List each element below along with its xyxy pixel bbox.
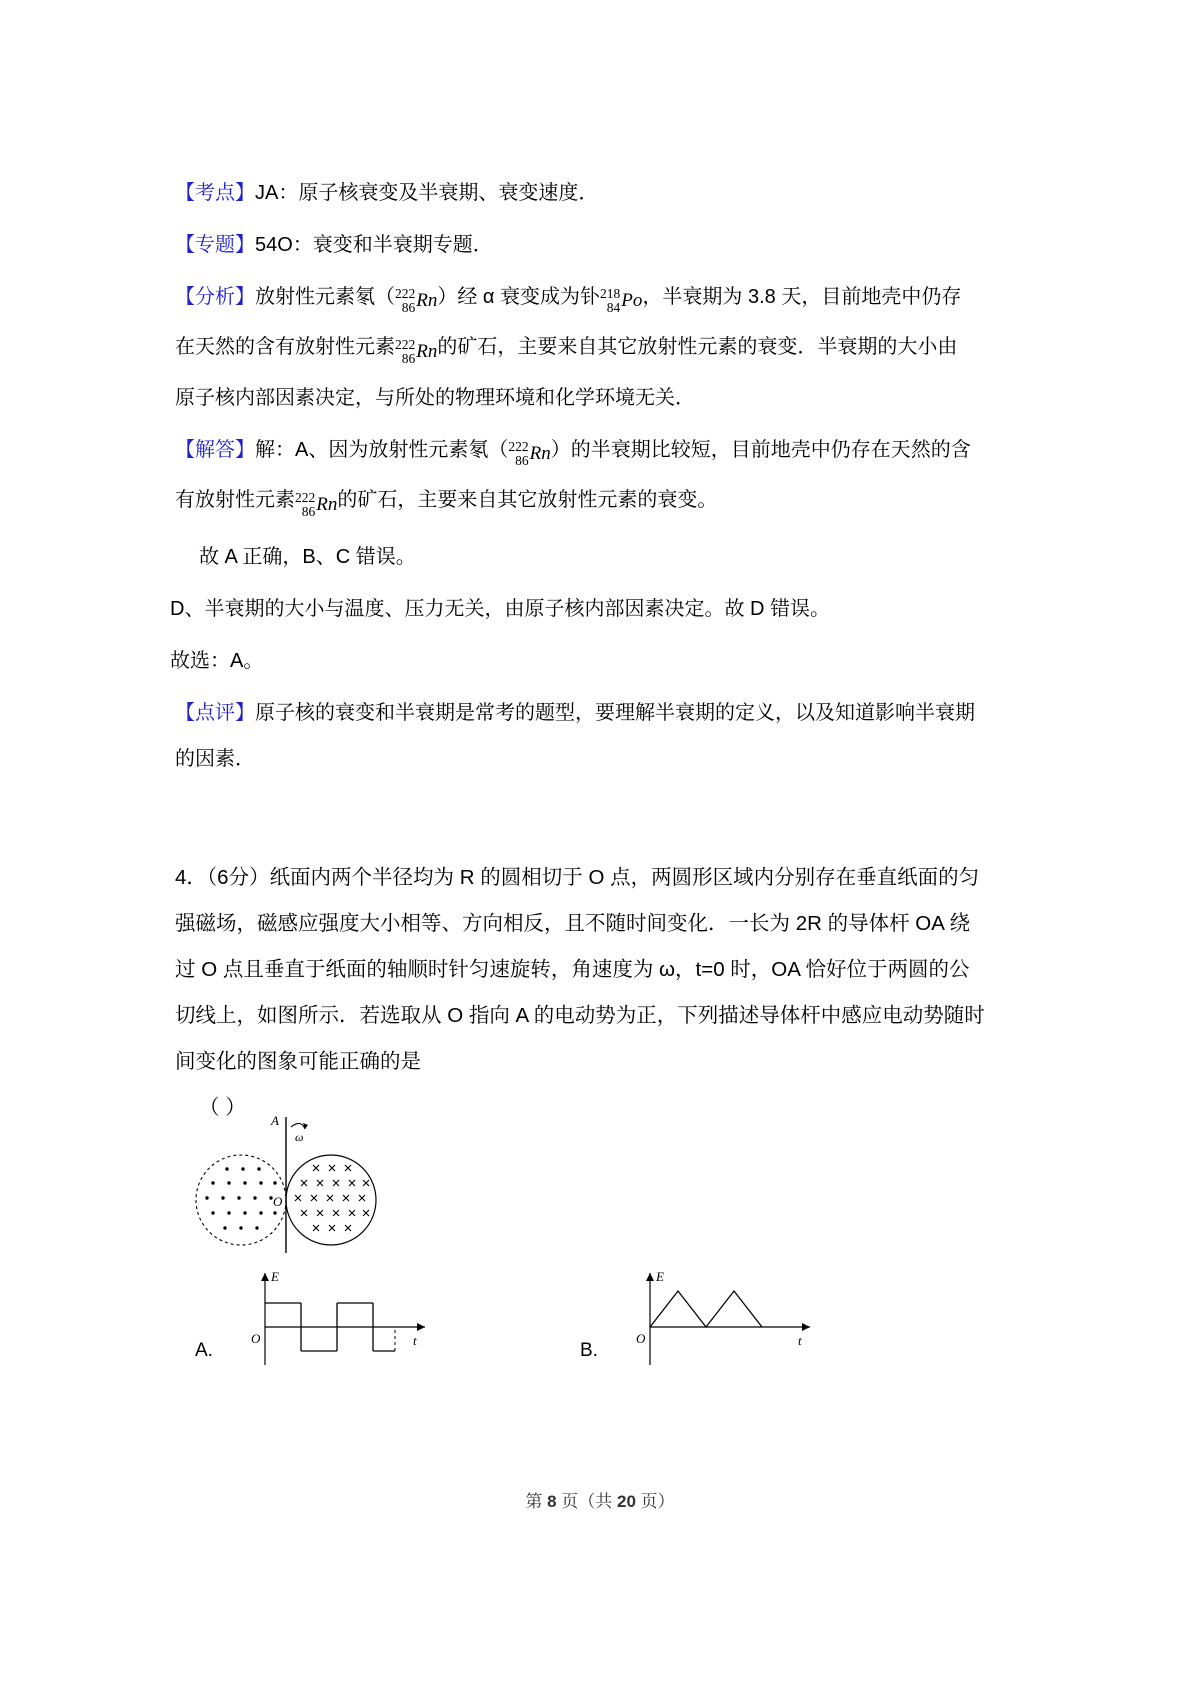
question-4-text: 纸面内两个半径均为 R 的圆相切于 O 点，两圆形区域内分别存在垂直纸面的匀强磁场，磁感应强度大小相等、方向相反，且不随时间变化．一长为 2R 的导体杆 OA 绕过 O 点且垂直于纸面的轴顺时针匀速旋转，角速度为 ω，t=0 时，OA 恰好位于两圆的公切线上，如图所示．若选取从 O 指向 A 的电动势为正，下列描述导体杆中感应电动势随时间变化的图象可能正确的是 — [175, 866, 985, 1073]
field-in-crosses — [295, 1165, 369, 1231]
footer-prefix: 第 — [525, 1492, 543, 1511]
option-a-y-arrow — [261, 1273, 269, 1281]
po-atomic: 84 — [606, 300, 621, 316]
fenxi-text-2: ）经 α 衰变成为钋 — [437, 286, 601, 308]
option-b-t-label: t — [798, 1333, 802, 1348]
fenxi-text-1: 放射性元素氡（ — [255, 286, 395, 308]
jieda-line-d — [170, 586, 975, 632]
nuclide-polonium — [600, 278, 642, 325]
field-out-dots — [205, 1167, 276, 1229]
footer-middle: 页（共 — [561, 1492, 613, 1511]
nuclide-radon-1 — [395, 278, 437, 325]
kaodian-line — [175, 170, 975, 216]
option-b-curve — [650, 1291, 762, 1327]
kaodian-tag: 【考点】 — [175, 182, 255, 204]
po-mass: 218 — [600, 286, 621, 302]
figure-area — [175, 1105, 985, 1395]
rn-atomic-3: 86 — [515, 453, 529, 469]
dianping-tag: 【点评】 — [175, 701, 255, 724]
zhuanti-line — [175, 222, 975, 268]
footer-total-pages: 20 — [617, 1492, 636, 1511]
zhuanti-tag: 【专题】 — [175, 234, 255, 256]
question-4-score: （6分） — [206, 866, 270, 889]
jieda-d-text: D、半衰期的大小与温度、压力无关，由原子核内部因素决定。故 D 错误。 — [170, 597, 830, 620]
jieda-line-choose — [170, 638, 975, 684]
rn-symbol-2: Rn — [416, 340, 438, 362]
rn-mass-4: 222 — [295, 489, 316, 505]
question-4-line — [175, 855, 985, 1085]
jieda-text-2: ）的半衰期比较短，目前地壳中仍存在天然的含有放射性元素 — [175, 438, 971, 512]
option-a-label: A. — [195, 1340, 213, 1361]
magnetic-field-diagram — [175, 1105, 435, 1265]
question-4 — [175, 855, 985, 1131]
jieda-paragraph — [175, 427, 975, 528]
option-a-graph — [235, 1265, 450, 1385]
rod-end-label-a: A — [271, 1113, 279, 1128]
rn-symbol-3: Rn — [529, 443, 551, 465]
jieda-a-text: 故 A 正确，B、C 错误。 — [199, 545, 416, 568]
nuclide-radon-4 — [295, 481, 337, 528]
footer-page-number: 8 — [547, 1492, 557, 1511]
option-b-y-arrow — [646, 1273, 654, 1281]
option-b-label: B. — [580, 1340, 598, 1361]
option-a-t-label: t — [413, 1333, 417, 1348]
fenxi-tag: 【分析】 — [175, 286, 255, 308]
jieda-tag: 【解答】 — [175, 438, 255, 461]
origin-point-label: O — [273, 1194, 283, 1209]
nuclide-radon-3 — [508, 431, 550, 478]
rn-mass-2: 222 — [395, 336, 416, 352]
jieda-text-3: 的矿石，主要来自其它放射性元素的衰变。 — [337, 489, 718, 512]
question-4-blank-text: （ ） — [199, 1096, 246, 1119]
option-b-origin-label: O — [636, 1331, 646, 1346]
rn-symbol-4: Rn — [316, 493, 338, 515]
footer-suffix: 页） — [640, 1492, 675, 1511]
jieda-text-1: 解：A、因为放射性元素氡（ — [255, 438, 509, 461]
fenxi-text-3: ，半衰期为 3.8 天，目前地壳中仍存在天然的含有放射性元素 — [175, 286, 962, 359]
po-symbol: Po — [621, 290, 643, 312]
kaodian-text: JA：原子核衰变及半衰期、衰变速度． — [255, 182, 599, 204]
omega-arc — [291, 1123, 305, 1129]
question-4-number: 4． — [175, 866, 207, 889]
rn-atomic-1: 86 — [401, 300, 416, 316]
rn-atomic-4: 86 — [301, 503, 316, 519]
omega-label: ω — [295, 1130, 304, 1144]
fenxi-paragraph — [175, 274, 975, 421]
rn-mass-3: 222 — [508, 439, 529, 455]
page-footer — [0, 1487, 1200, 1512]
rn-mass-1: 222 — [395, 286, 416, 302]
option-b-x-arrow — [802, 1323, 810, 1331]
dianping-paragraph — [175, 690, 975, 782]
nuclide-radon-2 — [395, 328, 437, 375]
jieda-choose-text: 故选：A。 — [170, 649, 264, 672]
dianping-text: 原子核的衰变和半衰期是常考的题型，要理解半衰期的定义，以及知道影响半衰期的因素． — [175, 701, 975, 770]
option-b-e-label: E — [656, 1269, 664, 1284]
option-a-x-arrow — [417, 1323, 425, 1331]
fenxi-text-4: 的矿石，主要来自其它放射性元素的衰变．半衰期的大小由原子核内部因素决定，与所处的物理环境和化学环境无关． — [175, 336, 958, 409]
zhuanti-text: 54O：衰变和半衰期专题． — [255, 234, 493, 256]
option-a-e-label: E — [271, 1269, 279, 1284]
rn-atomic-2: 86 — [401, 350, 416, 366]
rn-symbol-1: Rn — [416, 290, 438, 312]
jieda-line-a — [199, 534, 975, 580]
solution-text-block — [170, 170, 975, 788]
option-b-graph — [620, 1265, 835, 1385]
option-a-origin-label: O — [251, 1331, 261, 1346]
